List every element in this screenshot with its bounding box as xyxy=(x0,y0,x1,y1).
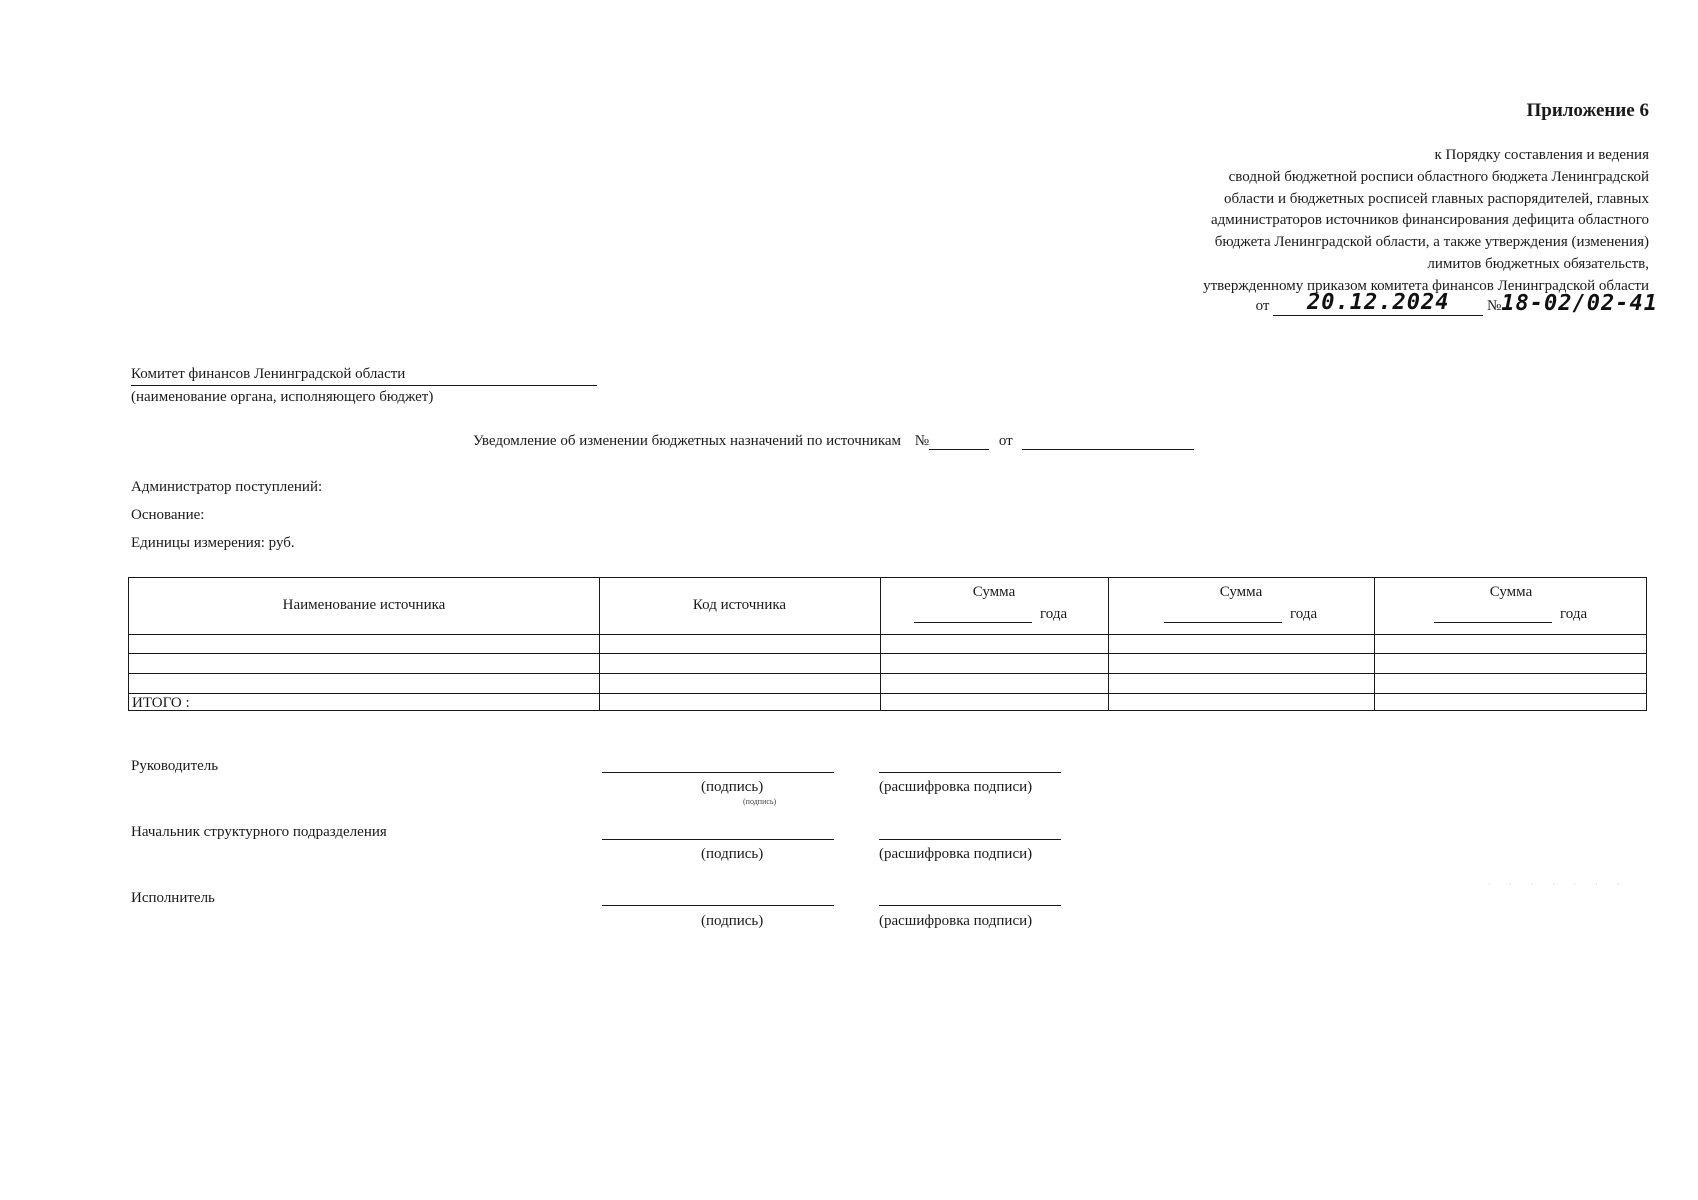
appendix-title: Приложение 6 xyxy=(1526,100,1649,121)
year-label: года xyxy=(1290,606,1318,622)
year-caption xyxy=(1164,606,1317,623)
total-row-label: ИТОГО : xyxy=(132,695,190,711)
notice-number-blank[interactable] xyxy=(929,434,989,450)
column-header-sum-1 xyxy=(880,578,1108,633)
column-header-sum-3 xyxy=(1374,578,1648,633)
notice-date-blank[interactable] xyxy=(1022,434,1194,450)
appendix-line: к Порядку составления и ведения xyxy=(1434,147,1649,163)
signature-decoding-caption: (расшифровка подписи) xyxy=(879,779,1033,795)
signature-role-executor: Исполнитель xyxy=(131,890,215,906)
notice-from-label: от xyxy=(998,433,1013,449)
signature-role-unit-head: Начальник структурного подразделения xyxy=(131,824,387,840)
notice-number-label: № xyxy=(914,433,930,449)
order-number-handwritten: 18-02/02-41 xyxy=(1501,291,1658,316)
appendix-reference-text xyxy=(1089,145,1649,298)
signature-caption: (подпись) xyxy=(701,913,764,929)
sum-label: Сумма xyxy=(1489,584,1533,600)
notice-title: Уведомление об изменении бюджетных назначений по источникам xyxy=(473,433,902,449)
administrator-field: Администратор поступлений: xyxy=(131,479,323,495)
scan-artifact: · · · · · · · xyxy=(1488,882,1628,888)
year-caption xyxy=(914,606,1067,623)
appendix-line: утвержденному приказом комитета финансов Ленинградской области xyxy=(1203,277,1649,294)
signature-decoding-line[interactable] xyxy=(879,905,1061,906)
signature-caption: (подпись) xyxy=(701,779,764,795)
appendix-line: бюджета Ленинградской области, а также утверждения (изменения) xyxy=(1214,234,1649,251)
year-blank[interactable] xyxy=(1164,608,1282,623)
order-reference xyxy=(1256,290,1658,316)
signature-line[interactable] xyxy=(602,772,834,773)
column-header-source-name: Наименование источника xyxy=(282,597,446,613)
sum-label: Сумма xyxy=(1219,584,1263,600)
year-label: года xyxy=(1040,606,1068,622)
units-field: Единицы измерения: руб. xyxy=(131,535,295,551)
table-header-divider xyxy=(129,634,1646,635)
sources-table xyxy=(128,577,1647,711)
year-blank[interactable] xyxy=(1434,608,1552,623)
signature-caption: (подпись) xyxy=(701,846,764,862)
appendix-line: области и бюджетных росписей главных распорядителей, главных xyxy=(1224,190,1649,207)
column-header-source-code: Код источника xyxy=(692,597,787,613)
signature-small-caption: (подпись) xyxy=(743,797,777,806)
sum-label: Сумма xyxy=(972,584,1016,600)
signature-decoding-caption: (расшифровка подписи) xyxy=(879,846,1033,862)
appendix-line: сводной бюджетной росписи областного бюджета Ленинградской xyxy=(1228,168,1649,185)
order-number-label: № xyxy=(1486,298,1502,314)
signature-role-head: Руководитель xyxy=(131,758,219,774)
appendix-line: администраторов источников финансирования дефицита областного xyxy=(1210,212,1649,229)
signature-line[interactable] xyxy=(602,905,834,906)
signature-line[interactable] xyxy=(602,839,834,840)
column-header-sum-2 xyxy=(1108,578,1374,633)
signature-decoding-line[interactable] xyxy=(879,772,1061,773)
basis-field: Основание: xyxy=(131,507,205,523)
signature-decoding-caption: (расшифровка подписи) xyxy=(879,913,1033,929)
table-row-divider xyxy=(129,653,1646,654)
order-from-label: от xyxy=(1255,298,1270,314)
table-row-divider xyxy=(129,693,1646,694)
signature-decoding-line[interactable] xyxy=(879,839,1061,840)
year-caption xyxy=(1434,606,1587,623)
budget-organ-caption: (наименование органа, исполняющего бюджет) xyxy=(131,389,434,405)
year-blank[interactable] xyxy=(914,608,1032,623)
year-label: года xyxy=(1560,606,1588,622)
notice-heading xyxy=(473,433,1194,450)
appendix-line: лимитов бюджетных обязательств, xyxy=(1427,255,1649,272)
budget-organ-name: Комитет финансов Ленинградской области xyxy=(131,366,597,386)
table-row-divider xyxy=(129,673,1646,674)
order-date-handwritten: 20.12.2024 xyxy=(1273,290,1483,316)
